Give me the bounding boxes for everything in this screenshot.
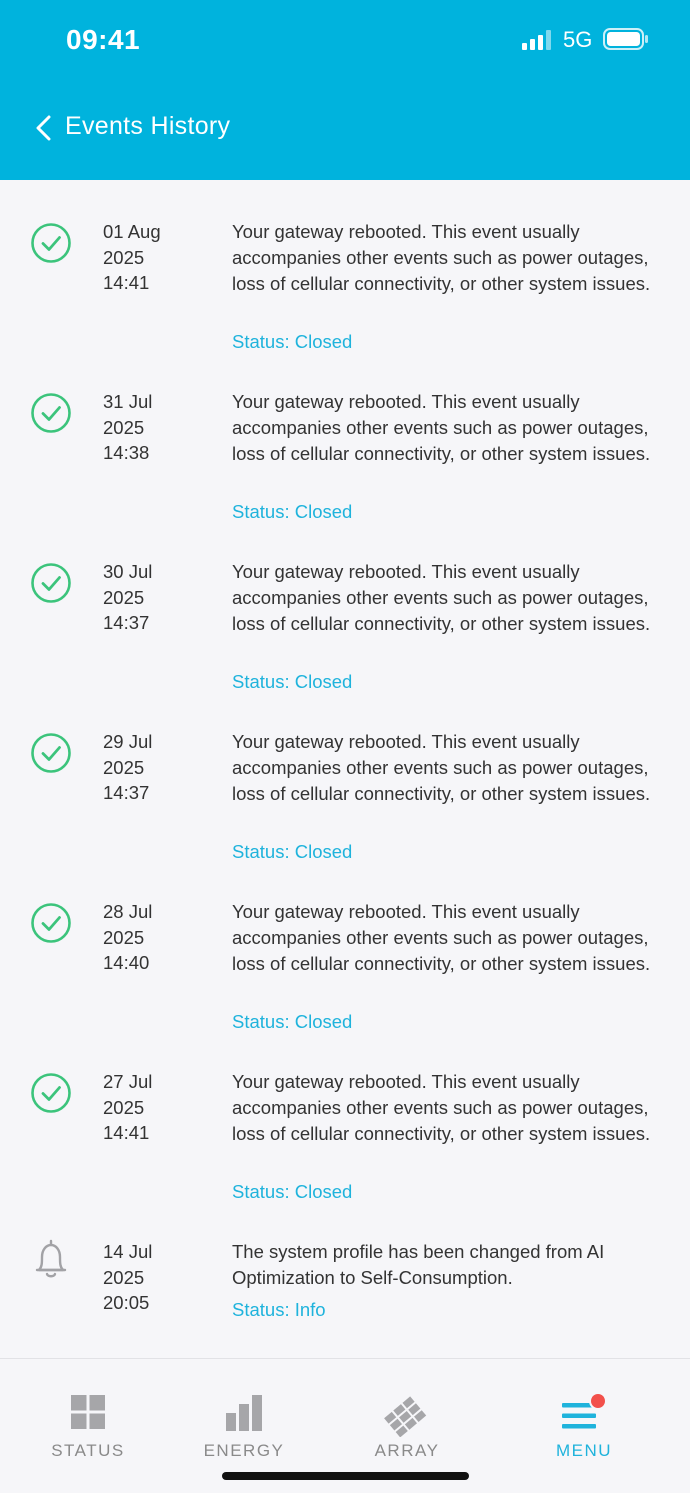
event-date-time: 14:37 bbox=[103, 612, 150, 633]
battery-icon bbox=[603, 28, 649, 50]
tab-array[interactable] bbox=[332, 1359, 482, 1469]
event-date-time: 14:41 bbox=[103, 1122, 150, 1143]
back-button[interactable] bbox=[28, 110, 58, 146]
event-date-day: 31 Jul bbox=[103, 391, 153, 412]
bell-icon bbox=[34, 1237, 68, 1281]
event-item[interactable] bbox=[0, 1200, 690, 1370]
bar-chart-icon bbox=[226, 1395, 262, 1431]
network-type: 5G bbox=[563, 27, 593, 52]
event-item[interactable] bbox=[0, 1030, 690, 1200]
notification-badge bbox=[590, 1393, 606, 1409]
event-date-time: 14:41 bbox=[103, 272, 150, 293]
event-date-day: 27 Jul bbox=[103, 1071, 153, 1092]
tab-label: ARRAY bbox=[374, 1441, 440, 1460]
event-date bbox=[103, 899, 213, 976]
tab-status[interactable] bbox=[13, 1359, 163, 1469]
event-item[interactable] bbox=[0, 350, 690, 520]
event-date-day: 01 Aug bbox=[103, 221, 161, 242]
event-date-year: 2025 bbox=[103, 416, 145, 438]
event-date-day: 30 Jul bbox=[103, 561, 153, 582]
menu-icon bbox=[562, 1395, 606, 1433]
event-date-time: 14:37 bbox=[103, 782, 150, 803]
event-date-time: 14:40 bbox=[103, 952, 150, 973]
page-title: Events History bbox=[65, 112, 231, 140]
event-description: Your gateway rebooted. This event usually accompanies other events such as power outages, loss of cellular connectivity, or other system issues. bbox=[232, 901, 651, 974]
event-date-year: 2025 bbox=[103, 1096, 145, 1118]
event-status-link[interactable]: Status: Closed bbox=[232, 501, 353, 522]
event-item[interactable] bbox=[0, 520, 690, 690]
event-status-link[interactable]: Status: Closed bbox=[232, 841, 353, 862]
event-status-link[interactable]: Status: Closed bbox=[232, 1011, 353, 1032]
nav-bar bbox=[0, 100, 690, 156]
tab-label: ENERGY bbox=[203, 1441, 285, 1460]
event-status-link[interactable]: Status: Closed bbox=[232, 1181, 353, 1202]
cellular-signal-icon bbox=[522, 30, 554, 50]
event-description: Your gateway rebooted. This event usually accompanies other events such as power outages, loss of cellular connectivity, or other system issues. bbox=[232, 1071, 651, 1144]
event-date bbox=[103, 219, 213, 296]
event-description: Your gateway rebooted. This event usually accompanies other events such as power outages, loss of cellular connectivity, or other system issues. bbox=[232, 391, 651, 464]
status-time: 09:41 bbox=[66, 24, 141, 55]
event-status-link[interactable]: Status: Closed bbox=[232, 671, 353, 692]
event-description: The system profile has been changed from AI Optimization to Self-Consumption. bbox=[232, 1241, 605, 1288]
tab-menu[interactable] bbox=[509, 1359, 659, 1469]
solar-panel-icon bbox=[384, 1395, 430, 1437]
event-description: Your gateway rebooted. This event usually accompanies other events such as power outages, loss of cellular connectivity, or other system issues. bbox=[232, 731, 651, 804]
check-circle-icon bbox=[30, 732, 72, 774]
event-date-year: 2025 bbox=[103, 1266, 145, 1288]
events-list bbox=[0, 180, 690, 1370]
event-status-link[interactable]: Status: Closed bbox=[232, 331, 353, 352]
event-item[interactable] bbox=[0, 860, 690, 1030]
check-circle-icon bbox=[30, 392, 72, 434]
check-circle-icon bbox=[30, 222, 72, 264]
event-status-link[interactable]: Status: Info bbox=[232, 1299, 326, 1320]
event-date-year: 2025 bbox=[103, 246, 145, 268]
tab-label: MENU bbox=[555, 1441, 613, 1460]
event-date-day: 28 Jul bbox=[103, 901, 153, 922]
event-description: Your gateway rebooted. This event usually accompanies other events such as power outages, loss of cellular connectivity, or other system issues. bbox=[232, 561, 651, 634]
event-item[interactable] bbox=[0, 180, 690, 350]
check-circle-icon bbox=[30, 1072, 72, 1114]
event-date-time: 14:38 bbox=[103, 442, 150, 463]
event-date-day: 14 Jul bbox=[103, 1241, 153, 1262]
event-date-year: 2025 bbox=[103, 756, 145, 778]
event-item[interactable] bbox=[0, 690, 690, 860]
event-date-day: 29 Jul bbox=[103, 731, 153, 752]
grid-icon bbox=[71, 1395, 105, 1429]
event-date bbox=[103, 1069, 213, 1146]
tab-label: STATUS bbox=[51, 1441, 125, 1460]
home-indicator bbox=[222, 1472, 469, 1480]
chevron-left-icon bbox=[34, 114, 52, 142]
event-date-year: 2025 bbox=[103, 926, 145, 948]
status-bar bbox=[0, 0, 690, 80]
event-date-year: 2025 bbox=[103, 586, 145, 608]
event-description: Your gateway rebooted. This event usually accompanies other events such as power outages, loss of cellular connectivity, or other system issues. bbox=[232, 221, 651, 294]
event-date bbox=[103, 729, 213, 806]
tab-energy[interactable] bbox=[169, 1359, 319, 1469]
event-date bbox=[103, 559, 213, 636]
event-date-time: 20:05 bbox=[103, 1292, 150, 1313]
event-date bbox=[103, 389, 213, 466]
event-date bbox=[103, 1239, 213, 1316]
app-header bbox=[0, 0, 690, 180]
check-circle-icon bbox=[30, 902, 72, 944]
check-circle-icon bbox=[30, 562, 72, 604]
